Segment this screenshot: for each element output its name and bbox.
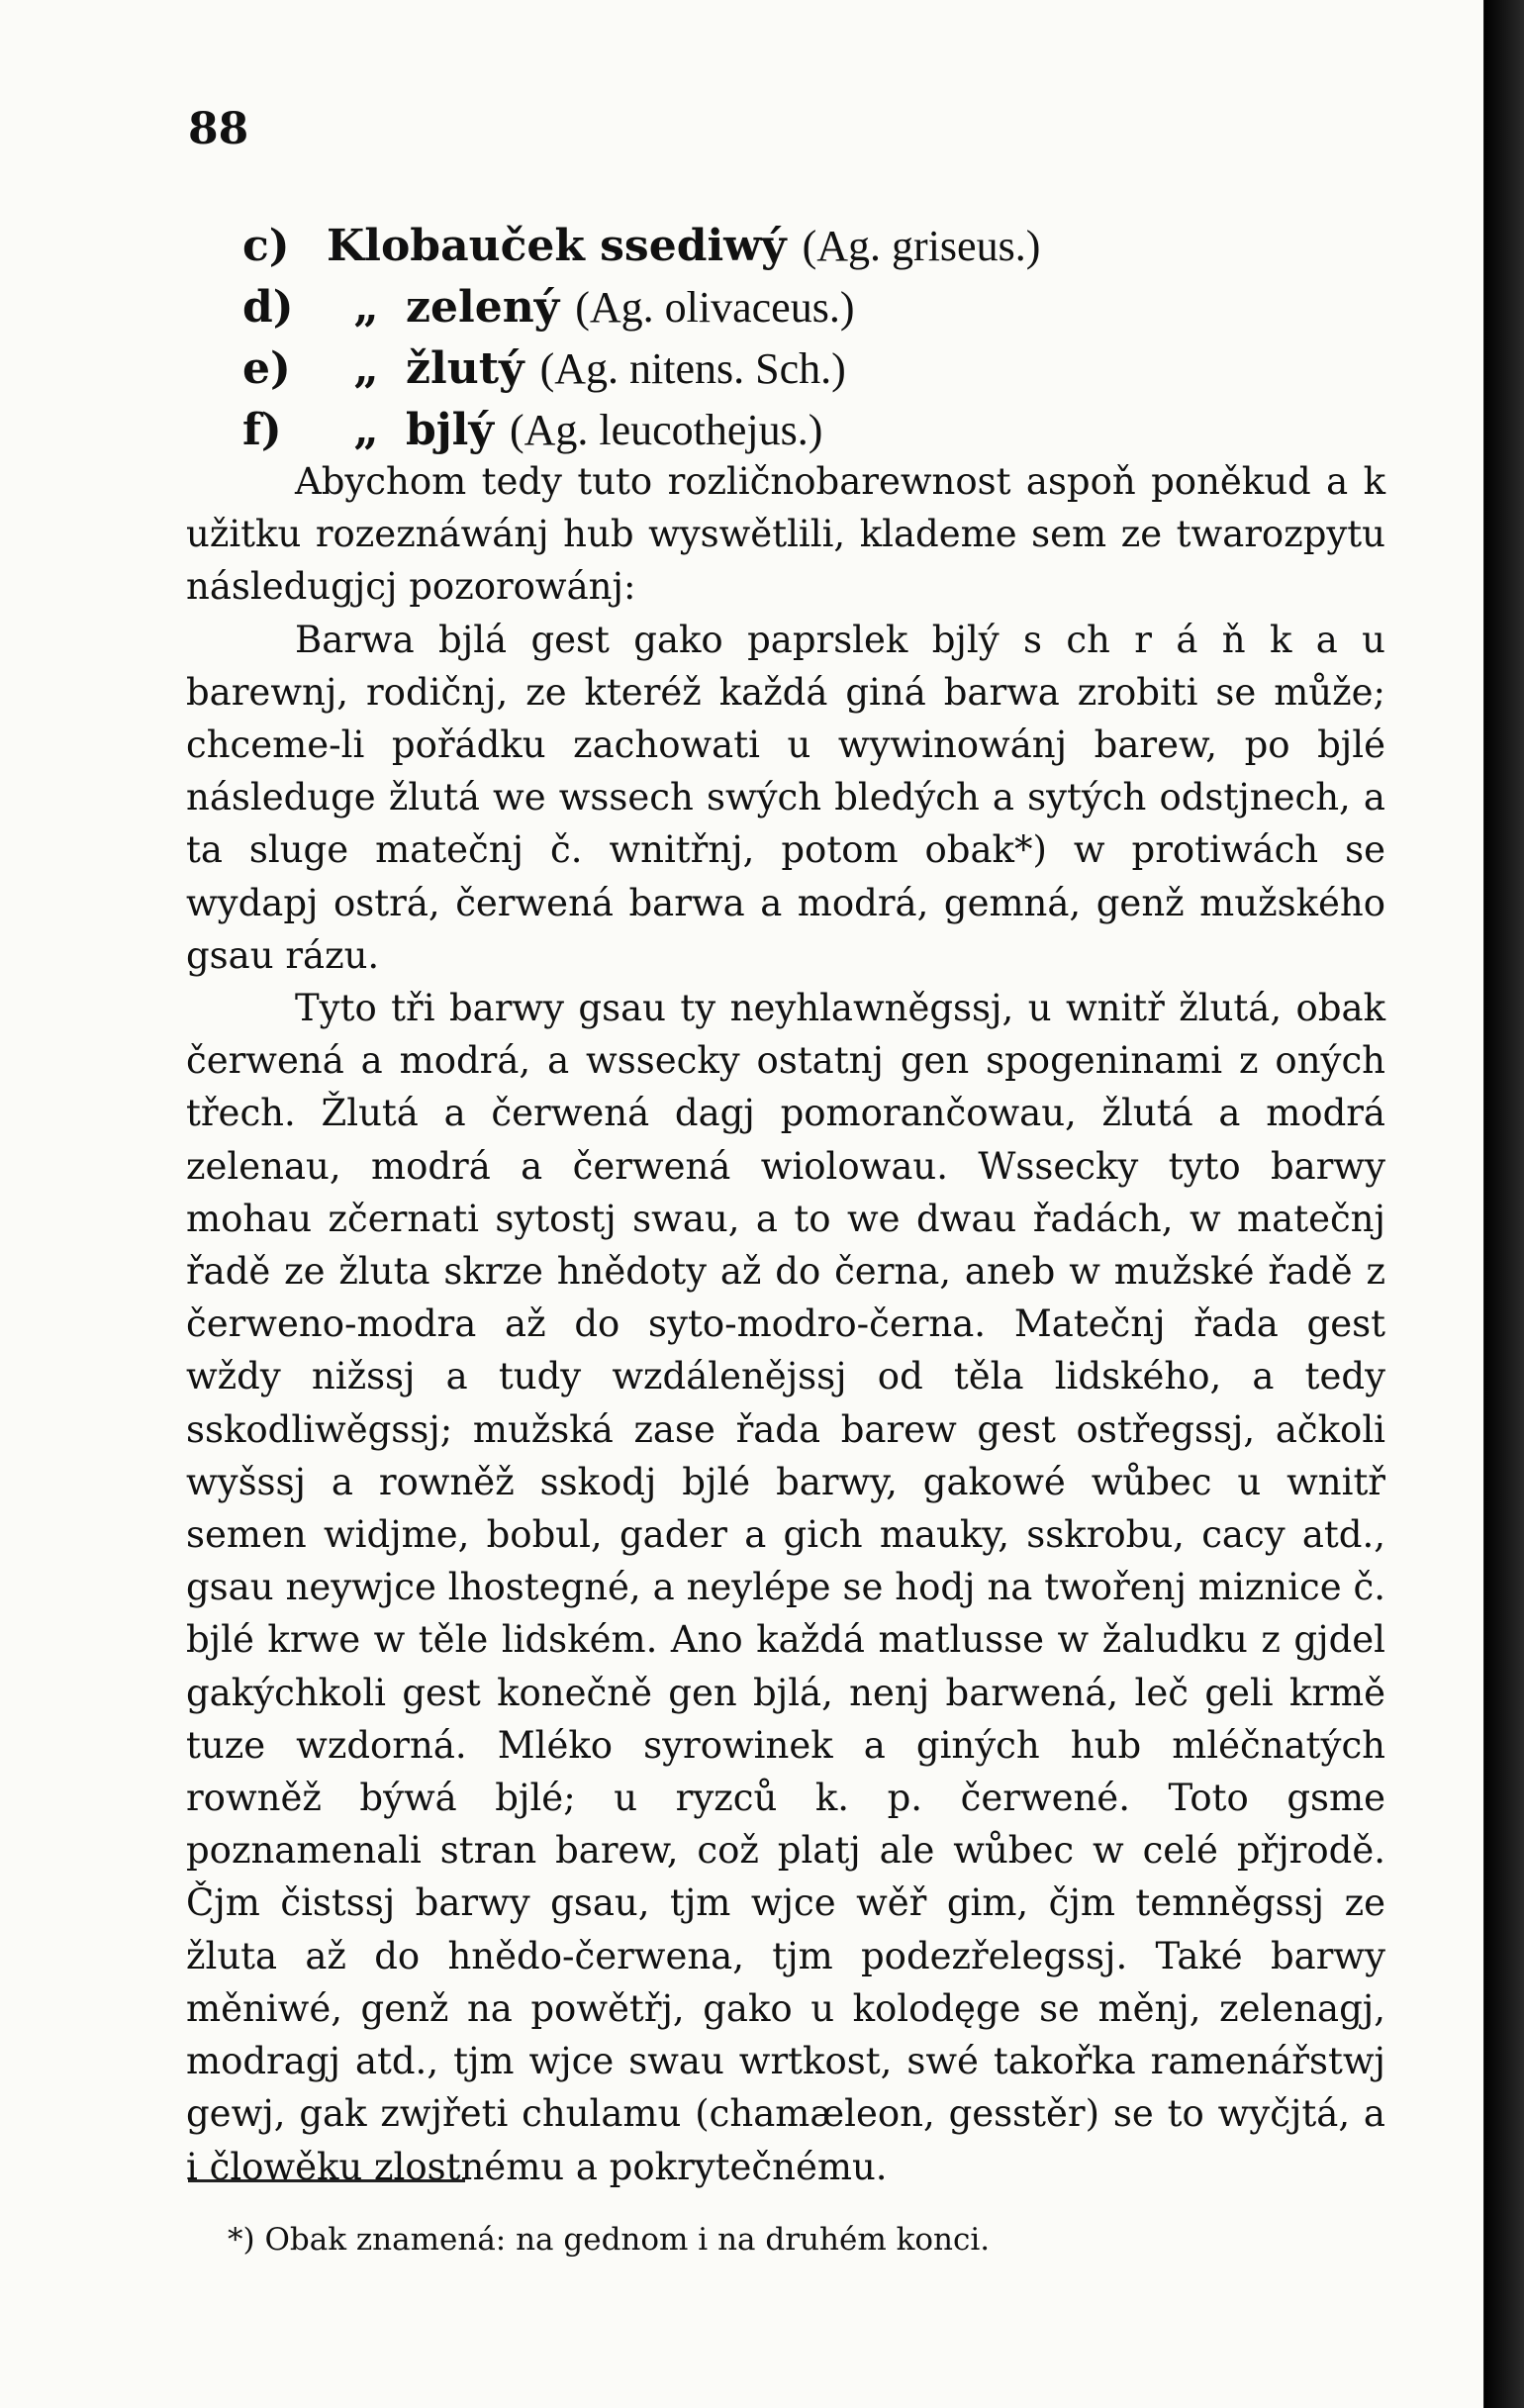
footnote-divider <box>188 2179 465 2182</box>
species-name: bjlý <box>406 405 494 455</box>
species-name: žlutý <box>406 343 524 394</box>
footnote: *) Obak znamená: na gednom i na druhém konci. <box>228 2222 991 2258</box>
species-letter: c) <box>242 221 290 271</box>
species-row <box>242 216 1331 277</box>
page-edge-shadow <box>1484 0 1524 2408</box>
paragraph: Barwa bjlá gest gako paprslek bjlý s ch r á ň k a u barewnj, rodičnj, ze kteréž každá giná barwa zrobiti se může; chceme-li pořádku zachowati u wywinowánj barew, po bjlé následuge žlutá we wssech swých bledých a sytých odstjnech, a ta sluge matečnj č. wnitřnj, potom obak*) w protiwách se wydapj ostrá, čerwená barwa a modrá, gemná, genž mužského gsau rázu. <box>186 618 1385 977</box>
page-number: 88 <box>188 104 249 154</box>
species-name: zelený <box>406 282 560 333</box>
species-name: Klobauček ssediwý <box>327 221 787 271</box>
ditto-mark: „ <box>353 282 379 333</box>
species-row <box>242 400 1331 461</box>
species-row <box>242 338 1331 400</box>
paragraph: Abychom tedy tuto rozličnobarewnost aspoň poněkud a k užitku rozeznáwánj hub wyswětlili, klademe sem ze twarozpytu následugjcj pozorowánj: <box>186 460 1385 609</box>
species-latin: (Ag. griseus.) <box>802 222 1041 270</box>
body-text <box>186 455 1385 2193</box>
species-letter: e) <box>242 343 291 394</box>
ditto-mark: „ <box>353 405 379 455</box>
species-letter: f) <box>242 405 282 455</box>
species-row <box>242 277 1331 338</box>
species-list <box>242 216 1331 461</box>
ditto-mark: „ <box>353 343 379 394</box>
species-letter: d) <box>242 282 294 333</box>
species-latin: (Ag. leucothejus.) <box>509 406 823 454</box>
paragraph: Tyto tři barwy gsau ty neyhlawněgssj, u wnitř žlutá, obak čerwená a modrá, a wssecky ostatnj gen spogeninami z oných třech. Žlutá a čerwená dagj pomorančowau, žlutá a modrá zelenau, modrá a čerwená wiolowau. Wssecky tyto barwy mohau zčernati sytostj swau, a to we dwau řadách, w matečnj řadě ze žluta skrze hnědoty až do černa, aneb w mužské řadě z čerweno-modra až do syto-modro-černa. Matečnj řada gest wždy nižssj a tudy wzdálenějssj od těla lidského, a tedy sskodliwěgssj; mužská zase řada barew gest ostřegssj, ačkoli wyšssj a rowněž sskodj bjlé barwy, gakowé wůbec u wnitř semen widjme, bobul, gader a gich mauky, sskrobu, cacy atd., gsau neywjce lhostegné, a neylépe se hodj na twořenj miznice č. bjlé krwe w těle lidském. Ano každá matlusse w žaludku z gjdel gakýchkoli gest konečně gen bjlá, nenj barwená, leč geli krmě tuze wzdorná. Mléko syrowinek a giných hub mléčnatých rowněž býwá bjlé; u ryzců k. p. čerwené. Toto gsme poznamenali stran barew, což platj ale wůbec w celé přjrodě. Čjm čistssj barwy gsau, tjm wjce wěř gim, čjm temněgssj ze žluta až do hnědo-čerwena, tjm podezřelegssj. Také barwy měniwé, genž na powětřj, gako u kolodęge se měnj, zelenagj, modragj atd., tjm wjce swau wrtkost, swé takořka ramenářstwj gewj, gak zwjřeti chulamu (chamæleon, gesstěr) se to wyčjtá, a i člowěku zlostnému a pokrytečnému. <box>186 987 1385 2188</box>
species-latin: (Ag. olivaceus.) <box>575 283 855 332</box>
species-latin: (Ag. nitens. Sch.) <box>539 344 846 393</box>
